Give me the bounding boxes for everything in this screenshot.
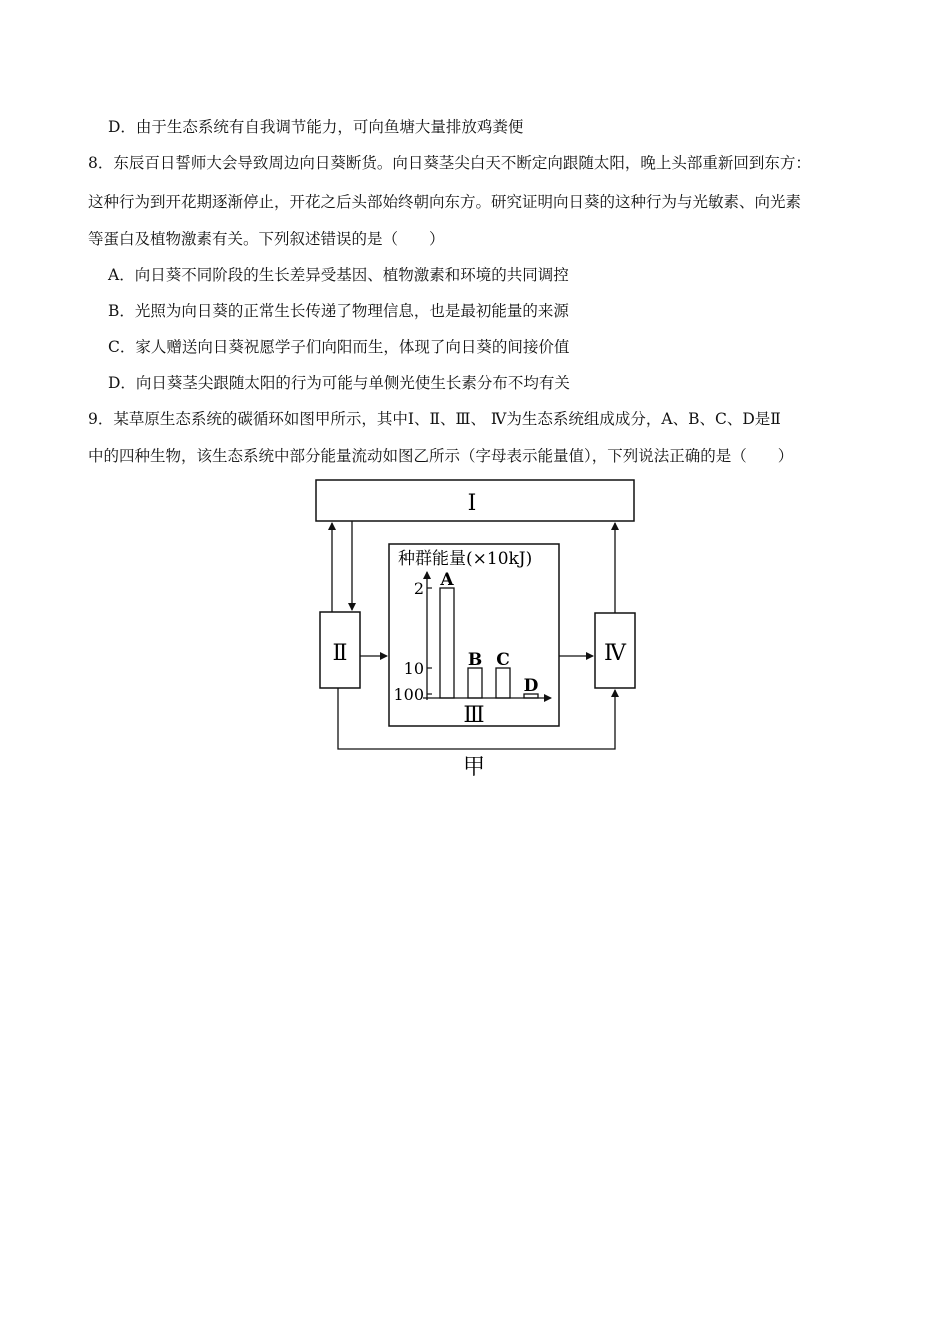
q8-stem-line-2: 这种行为到开花期逐渐停止，开花之后头部始终朝向东方。研究证明向日葵的这种行为与光敏素、向光素 bbox=[88, 193, 802, 211]
figure-caption: 甲 bbox=[462, 755, 486, 780]
y-tick-label: 100 bbox=[393, 685, 424, 704]
chart-title: 种群能量(×10kJ) bbox=[398, 549, 533, 569]
bar-label-c: C bbox=[496, 650, 510, 670]
q8-stem-line-1: 8．东辰百日誓师大会导致周边向日葵断货。向日葵茎尖白天不断定向跟随太阳，晚上头部重新回到东方： bbox=[88, 154, 811, 172]
q8-option-a: A．向日葵不同阶段的生长差异受基因、植物激素和环境的共同调控 bbox=[108, 266, 569, 284]
q8-option-c: C．家人赠送向日葵祝愿学子们向阳而生，体现了向日葵的间接价值 bbox=[108, 338, 570, 356]
q9-stem-line-1: 9．某草原生态系统的碳循环如图甲所示，其中Ⅰ、Ⅱ、Ⅲ、 Ⅳ为生态系统组成成分，A、B、C、D是Ⅱ bbox=[88, 410, 781, 428]
q8-stem-line-3: 等蛋白及植物激素有关。下列叙述错误的是（ ） bbox=[88, 230, 445, 248]
y-tick-label: 2 bbox=[413, 579, 424, 598]
chart-x-label: Ⅲ bbox=[463, 703, 485, 728]
q9-stem-line-2: 中的四种生物，该生态系统中部分能量流动如图乙所示（字母表示能量值），下列说法正确的是（ ） bbox=[88, 447, 794, 465]
bar-a bbox=[440, 588, 454, 698]
bar-c bbox=[496, 668, 510, 698]
q8-option-d: D．向日葵茎尖跟随太阳的行为可能与单侧光使生长素分布不均有关 bbox=[108, 374, 570, 392]
box-1-label: Ⅰ bbox=[467, 491, 477, 516]
box-2-label: Ⅱ bbox=[332, 641, 348, 666]
bar-b bbox=[468, 668, 482, 698]
box-4-label: Ⅳ bbox=[604, 641, 626, 666]
q7-option-d: D．由于生态系统有自我调节能力，可向鱼塘大量排放鸡粪便 bbox=[108, 118, 524, 136]
bar-label-d: D bbox=[523, 676, 539, 696]
q8-option-b: B．光照为向日葵的正常生长传递了物理信息，也是最初能量的来源 bbox=[108, 302, 569, 320]
bar-label-a: A bbox=[440, 570, 454, 590]
y-tick-label: 10 bbox=[403, 659, 424, 678]
bar-label-b: B bbox=[467, 650, 483, 670]
